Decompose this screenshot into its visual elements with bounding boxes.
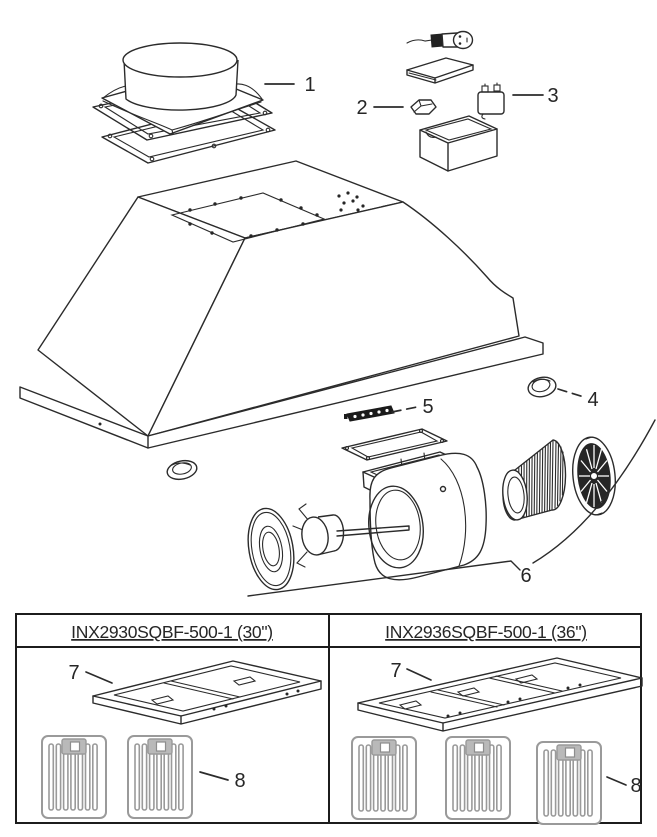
callout-7-right-label: 7 xyxy=(390,660,402,682)
callout-7-left xyxy=(68,662,112,684)
baffle-filter xyxy=(42,736,106,818)
callout-8-left-label: 8 xyxy=(234,770,246,792)
callout-4-label: 4 xyxy=(587,389,599,411)
switch-drawing xyxy=(344,406,394,421)
motor-ring-flange-drawing xyxy=(242,505,300,593)
blower-wheel-drawing xyxy=(500,440,565,521)
vent-grille-drawing xyxy=(569,435,619,517)
callout-7-right xyxy=(390,660,431,682)
callout-1-label: 1 xyxy=(304,74,316,96)
baffle-filter xyxy=(446,737,510,819)
model-left-header: INX2930SQBF-500-1 (30") xyxy=(71,622,273,642)
blower-housing-drawing xyxy=(364,453,486,580)
callout-8-left-leader xyxy=(200,772,228,780)
callout-2-label: 2 xyxy=(356,97,368,119)
filter-frame-30-drawing xyxy=(93,661,321,724)
junction-box-drawing xyxy=(420,116,497,171)
callout-8-right-leader xyxy=(607,777,626,785)
baffle-filter xyxy=(352,737,416,819)
capacitor-drawing xyxy=(478,83,504,119)
baffle-filter xyxy=(128,736,192,818)
grommet-part4-drawing xyxy=(526,375,557,399)
callout-3 xyxy=(513,85,559,107)
callout-4 xyxy=(558,389,599,411)
junction-box-cover-drawing xyxy=(407,58,473,83)
wire-connector-drawing xyxy=(411,100,436,114)
power-cord-plug-drawing xyxy=(407,32,473,49)
grommet-foot-drawing xyxy=(165,458,198,482)
hood-body-drawing xyxy=(20,161,543,448)
callout-2 xyxy=(356,97,403,119)
callout-8-right xyxy=(607,775,642,797)
callout-5-label: 5 xyxy=(422,396,434,418)
callout-5-leader xyxy=(392,407,417,412)
callout-5 xyxy=(392,396,434,418)
callout-8-left xyxy=(200,770,246,792)
callout-7-left-label: 7 xyxy=(68,662,80,684)
callout-6-label: 6 xyxy=(520,565,532,587)
callout-8-right-label: 8 xyxy=(630,775,642,797)
callout-7-left-leader xyxy=(86,672,112,683)
callout-3-label: 3 xyxy=(547,85,559,107)
callout-1 xyxy=(265,74,316,96)
baffle-filter xyxy=(537,742,601,824)
model-right-header: INX2936SQBF-500-1 (36") xyxy=(385,622,587,642)
callout-4-leader xyxy=(558,389,584,397)
callout-7-right-leader xyxy=(407,669,431,680)
